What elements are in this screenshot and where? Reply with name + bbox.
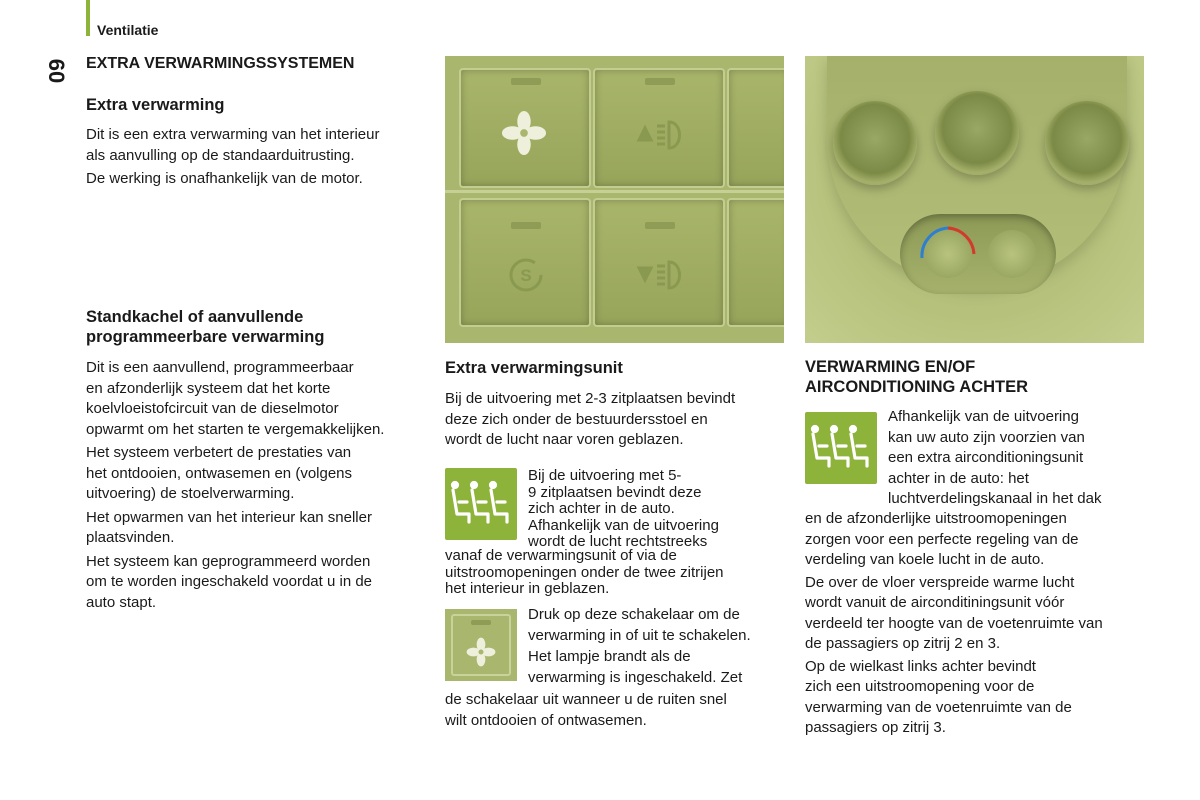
recirculation-switch xyxy=(459,198,591,327)
text-line: uitstroomopeningen onder de twee zitrijen xyxy=(445,563,724,581)
text-line: wilt ontdooien of ontwasemen. xyxy=(445,711,647,729)
text-line: Dit is een extra verwarming van het interieur xyxy=(86,126,380,143)
text-line: achter in de auto: het xyxy=(888,469,1029,487)
text-line: Bij de uitvoering met 2-3 zitplaatsen bevindt xyxy=(445,390,736,407)
heading-line: VERWARMING EN/OF xyxy=(805,358,976,376)
extra-heating-heading: Extra verwarming xyxy=(86,96,225,114)
temperature-scale-icon xyxy=(914,220,984,260)
partial-switch xyxy=(727,198,784,327)
air-vent xyxy=(1045,101,1129,185)
text-line: Het lampje brandt als de xyxy=(528,648,691,665)
heating-unit-heading: Extra verwarmingsunit xyxy=(445,359,623,377)
rear-ac-heading xyxy=(805,357,1028,397)
seats-icon xyxy=(445,468,517,540)
text-line: vanaf de verwarmingsunit of via de xyxy=(445,547,677,564)
text-line: zich een uitstroomopening voor de xyxy=(805,678,1035,695)
text-line: Afhankelijk van de uitvoering xyxy=(528,516,719,534)
text-line: en de afzonderlijke uitstroomopeningen xyxy=(805,510,1067,527)
text-line: De over de vloer verspreide warme lucht xyxy=(805,573,1075,591)
seats-text-beside xyxy=(528,468,788,551)
text-line: Dit is een aanvullend, programmeerbaar xyxy=(86,359,354,376)
text-line: en afzonderlijk systeem dat het korte xyxy=(86,379,331,397)
text-line: luchtverdelingskanaal in het dak xyxy=(888,490,1102,507)
text-line: Het systeem verbetert de prestaties van xyxy=(86,444,352,461)
text-line: verdeling van koele lucht in de auto. xyxy=(805,551,1045,568)
text-line: wordt vanuit de airconditiningsunit vóór xyxy=(805,594,1065,611)
standkachel-text xyxy=(86,358,431,613)
text-line: Druk op deze schakelaar om de xyxy=(528,606,740,623)
seats-icon xyxy=(805,412,877,484)
text-line: verdeeld ter hoogte van de voetenruimte van xyxy=(805,614,1103,632)
heading-line: programmeerbare verwarming xyxy=(86,328,325,346)
text-line: koelvloeistofcircuit van de dieselmotor xyxy=(86,400,339,417)
climate-control-panel xyxy=(900,214,1056,294)
switch-text-beside xyxy=(528,605,793,688)
text-line: auto stapt. xyxy=(86,593,157,611)
text-line: Op de wielkast links achter bevindt xyxy=(805,657,1036,675)
heading-line: AIRCONDITIONING ACHTER xyxy=(805,378,1029,396)
text-line: 9 zitplaatsen bevindt deze xyxy=(528,483,702,501)
air-vent xyxy=(833,101,917,185)
text-line: wordt de lucht naar voren geblazen. xyxy=(445,431,684,448)
headlight-down-switch xyxy=(593,198,725,327)
heading-line: Standkachel of aanvullende xyxy=(86,308,304,326)
text-line: zich achter in de auto. xyxy=(528,500,675,517)
text-line: passagiers op zitrij 3. xyxy=(805,719,946,736)
main-title: EXTRA VERWARMINGSSYSTEMEN xyxy=(86,55,355,72)
extra-heating-text xyxy=(86,125,431,190)
text-line: Bij de uitvoering met 5- xyxy=(528,467,682,484)
standkachel-heading xyxy=(86,307,324,347)
text-line: De werking is onafhankelijk van de motor. xyxy=(86,170,363,187)
text-line: uitvoering) de stoelverwarming. xyxy=(86,485,295,502)
switch-panel-photo xyxy=(445,56,784,343)
recirculation-icon xyxy=(507,256,545,294)
seats-icon-box xyxy=(445,468,517,540)
text-line: om te worden ingeschakeld voordat u in de xyxy=(86,573,373,590)
text-line: opwarmt om het starten te vergemakkelijken. xyxy=(86,420,385,438)
air-vent xyxy=(935,91,1019,175)
seats-icon-box xyxy=(805,412,877,484)
fan-icon xyxy=(501,110,547,156)
headlight-level-up-icon xyxy=(633,118,689,152)
fan-switch xyxy=(459,68,591,188)
text-line: plaatsvinden. xyxy=(86,529,175,546)
page-number: 60 xyxy=(44,58,69,84)
fan-switch-icon-box xyxy=(445,609,517,681)
text-line: wordt de lucht rechtstreeks xyxy=(528,533,708,550)
fan-icon xyxy=(466,637,496,667)
text-line: verwarming in of uit te schakelen. xyxy=(528,626,751,644)
text-line: de passagiers op zitrij 2 en 3. xyxy=(805,635,1001,652)
switch-text-below xyxy=(445,690,790,731)
text-line: verwarming is ingeschakeld. Zet xyxy=(528,668,743,686)
rear-ac-text-below xyxy=(805,509,1165,739)
text-line: het ontdooien, ontwasemen en (volgens xyxy=(86,464,353,482)
partial-switch xyxy=(727,68,784,188)
text-line: de schakelaar uit wanneer u de ruiten snel xyxy=(445,691,727,708)
text-line: als aanvulling op de standaarduitrusting. xyxy=(86,146,355,164)
section-title: Ventilatie xyxy=(97,22,159,38)
text-line: deze zich onder de bestuurdersstoel en xyxy=(445,410,708,428)
heating-unit-intro xyxy=(445,389,790,451)
headlight-up-switch xyxy=(593,68,725,188)
text-line: Het systeem kan geprogrammeerd worden xyxy=(86,552,371,570)
fan-speed-knob xyxy=(988,230,1036,278)
rear-ac-text-beside xyxy=(888,407,1188,510)
rear-vents-photo xyxy=(805,56,1144,343)
text-line: het interieur in geblazen. xyxy=(445,580,610,597)
text-line: een extra airconditioningsunit xyxy=(888,449,1084,466)
svg-text:S: S xyxy=(520,266,532,285)
text-line: Het opwarmen van het interieur kan sneller xyxy=(86,508,372,526)
header-accent-bar xyxy=(86,0,90,36)
text-line: verwarming van de voetenruimte van de xyxy=(805,698,1072,716)
text-line: Afhankelijk van de uitvoering xyxy=(888,408,1079,425)
text-line: zorgen voor een perfecte regeling van de xyxy=(805,530,1079,548)
headlight-level-down-icon xyxy=(633,258,689,292)
text-line: kan uw auto zijn voorzien van xyxy=(888,428,1085,446)
seats-text-below xyxy=(445,548,790,598)
